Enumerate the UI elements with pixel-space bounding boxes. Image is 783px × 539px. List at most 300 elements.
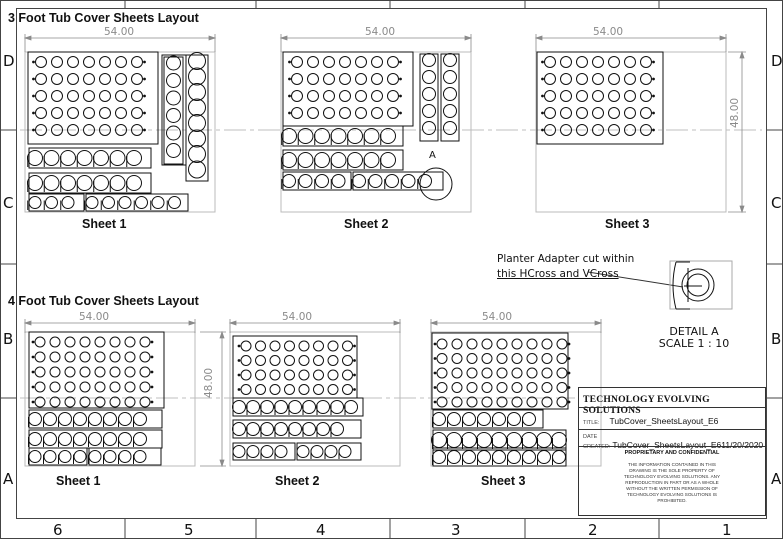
dim-height-4ft-sheet1: 48.00 xyxy=(203,367,215,398)
planter-hole xyxy=(80,397,90,407)
adapter-strip xyxy=(164,56,183,164)
planter-hole xyxy=(467,368,477,378)
title-block-divider xyxy=(579,429,765,430)
adapter-ring xyxy=(448,413,461,426)
adapter-ring xyxy=(119,451,131,463)
planter-hole xyxy=(80,367,90,377)
planter-hole xyxy=(577,57,588,68)
adapter-ring xyxy=(444,71,457,84)
detail-a-callout-letter: A xyxy=(429,150,436,161)
adapter-ring xyxy=(444,54,457,67)
planter-hole xyxy=(356,74,367,85)
index-dot xyxy=(144,95,146,97)
adapter-ring xyxy=(448,451,461,464)
planter-hole xyxy=(256,341,266,351)
planter-hole xyxy=(35,397,45,407)
notice-line: WITHOUT THE WRITTEN PERMISSION OF xyxy=(626,486,718,491)
planter-hole xyxy=(68,108,79,119)
dimension-arrow xyxy=(536,36,542,40)
planter-hole xyxy=(497,397,507,407)
adapter-ring xyxy=(463,413,476,426)
planter-hole xyxy=(527,368,537,378)
sheet-label-4ft-2: Sheet 2 xyxy=(275,474,320,488)
sheet-label-3ft-3: Sheet 3 xyxy=(605,217,650,231)
planter-note-line2: this HCross and VCross xyxy=(497,268,619,280)
sheet-label-4ft-1: Sheet 1 xyxy=(56,474,101,488)
adapter-strip xyxy=(28,173,152,193)
index-dot xyxy=(653,78,655,80)
adapter-ring xyxy=(29,433,42,446)
dim-width-3ft-sheet1: 54.00 xyxy=(104,26,135,38)
adapter-ring xyxy=(247,446,259,458)
planter-hole xyxy=(36,57,47,68)
adapter-ring xyxy=(462,433,477,448)
adapter-ring xyxy=(298,129,313,144)
planter-hole xyxy=(125,397,135,407)
dimension-arrow xyxy=(281,36,287,40)
index-dot xyxy=(568,372,570,374)
index-dot xyxy=(400,95,402,97)
adapter-strip xyxy=(282,172,351,190)
adapter-ring xyxy=(444,105,457,118)
adapter-ring xyxy=(492,433,507,448)
planter-hole xyxy=(372,74,383,85)
planter-hole xyxy=(50,337,60,347)
planter-hole xyxy=(308,108,319,119)
planter-hole xyxy=(467,339,477,349)
planter-hole xyxy=(84,91,95,102)
adapter-ring xyxy=(297,446,309,458)
index-dot xyxy=(400,61,402,63)
planter-hole xyxy=(452,368,462,378)
dim-width-3ft-sheet2: 54.00 xyxy=(365,26,396,38)
adapter-ring xyxy=(61,151,76,166)
adapter-ring xyxy=(275,401,288,414)
adapter-ring xyxy=(62,197,74,209)
adapter-strip xyxy=(29,448,88,465)
dim-width-4ft-sheet2: 54.00 xyxy=(282,311,313,323)
adapter-ring xyxy=(477,433,492,448)
zone-number-1: 1 xyxy=(722,521,732,539)
planter-hole xyxy=(593,91,604,102)
adapter-ring xyxy=(46,197,58,209)
adapter-ring xyxy=(119,433,132,446)
adapter-ring xyxy=(331,423,344,436)
planter-note-line1: Planter Adapter cut within xyxy=(497,253,635,265)
planter-hole xyxy=(340,74,351,85)
adapter-ring xyxy=(444,88,457,101)
index-dot xyxy=(653,95,655,97)
dim-width-4ft-sheet1: 54.00 xyxy=(79,311,110,323)
planter-hole xyxy=(527,397,537,407)
sheet-label-3ft-2: Sheet 2 xyxy=(344,217,389,231)
width-dimension xyxy=(536,34,726,52)
planter-hole xyxy=(542,354,552,364)
index-dot xyxy=(568,387,570,389)
planter-hole xyxy=(110,367,120,377)
planter-hole xyxy=(314,356,324,366)
planter-hole xyxy=(116,57,127,68)
planter-hole xyxy=(285,341,295,351)
adapter-ring xyxy=(423,122,436,135)
index-dot xyxy=(400,78,402,80)
planter-hole xyxy=(557,383,567,393)
planter-hole xyxy=(343,385,353,395)
index-dot xyxy=(151,371,153,373)
adapter-ring xyxy=(432,433,447,448)
planter-hole xyxy=(609,57,620,68)
adapter-ring xyxy=(325,446,337,458)
adapter-ring xyxy=(127,176,142,191)
index-dot xyxy=(144,78,146,80)
adapter-ring xyxy=(94,151,109,166)
adapter-ring xyxy=(523,413,536,426)
index-dot xyxy=(144,61,146,63)
planter-hole xyxy=(512,368,522,378)
adapter-ring xyxy=(348,153,363,168)
planter-hole xyxy=(452,354,462,364)
planter-hole xyxy=(542,339,552,349)
planter-hole xyxy=(100,57,111,68)
dimension-arrow xyxy=(230,321,236,325)
planter-hole xyxy=(641,57,652,68)
index-dot xyxy=(542,112,544,114)
detail-a-circle xyxy=(420,168,452,200)
adapter-ring xyxy=(89,451,101,463)
planter-hole xyxy=(437,383,447,393)
adapter-ring xyxy=(136,197,148,209)
adapter-ring xyxy=(478,451,491,464)
index-dot xyxy=(653,61,655,63)
index-dot xyxy=(33,112,35,114)
zone-letter-a-left: A xyxy=(3,470,14,488)
index-dot xyxy=(542,61,544,63)
planter-hole xyxy=(482,383,492,393)
planter-hole xyxy=(593,74,604,85)
index-dot xyxy=(653,112,655,114)
adapter-ring xyxy=(317,401,330,414)
adapter-ring xyxy=(522,433,537,448)
planter-hole xyxy=(308,91,319,102)
planter-hole xyxy=(292,57,303,68)
planter-hole xyxy=(561,91,572,102)
adapter-ring xyxy=(282,153,297,168)
planter-hole xyxy=(52,91,63,102)
planter-hole xyxy=(256,385,266,395)
adapter-strip xyxy=(186,53,208,182)
adapter-ring xyxy=(423,105,436,118)
zone-number-3: 3 xyxy=(451,521,461,539)
adapter-ring xyxy=(433,451,446,464)
index-dot xyxy=(354,345,356,347)
adapter-ring xyxy=(283,175,296,188)
planter-hole xyxy=(372,91,383,102)
hole-grid xyxy=(33,57,146,136)
planter-hole xyxy=(577,108,588,119)
adapter-ring xyxy=(493,451,506,464)
index-dot xyxy=(32,386,34,388)
planter-hole xyxy=(593,108,604,119)
planter-hole xyxy=(482,368,492,378)
dimension-arrow xyxy=(595,321,601,325)
planter-hole xyxy=(625,74,636,85)
adapter-ring xyxy=(189,68,206,85)
planter-hole xyxy=(50,397,60,407)
zone-letter-b-right: B xyxy=(771,330,782,348)
planter-hole xyxy=(80,352,90,362)
planter-hole xyxy=(482,397,492,407)
index-dot xyxy=(32,341,34,343)
adapter-ring xyxy=(261,401,274,414)
index-dot xyxy=(434,372,436,374)
adapter-ring xyxy=(381,129,396,144)
planter-hole xyxy=(545,108,556,119)
adapter-ring xyxy=(553,451,566,464)
adapter-ring xyxy=(303,401,316,414)
planter-hole xyxy=(65,352,75,362)
adapter-ring xyxy=(353,175,366,188)
planter-hole xyxy=(95,382,105,392)
adapter-ring xyxy=(317,423,330,436)
planter-hole xyxy=(372,57,383,68)
planter-hole xyxy=(132,74,143,85)
zone-letter-c-right: C xyxy=(771,194,782,212)
index-dot xyxy=(434,358,436,360)
hole-grid xyxy=(32,337,153,407)
planter-hole xyxy=(314,370,324,380)
planter-hole xyxy=(437,339,447,349)
adapter-ring xyxy=(74,451,86,463)
planter-hole xyxy=(452,383,462,393)
detail-a-scale: SCALE 1 : 10 xyxy=(658,337,730,350)
planter-hole xyxy=(116,74,127,85)
planter-hole xyxy=(561,57,572,68)
planter-hole xyxy=(292,74,303,85)
adapter-ring xyxy=(28,151,43,166)
planter-hole xyxy=(641,74,652,85)
planter-hole xyxy=(328,385,338,395)
adapter-ring xyxy=(233,401,246,414)
adapter-ring xyxy=(89,433,102,446)
planter-hole xyxy=(36,108,47,119)
detail-a-title xyxy=(654,326,734,350)
planter-hole xyxy=(437,354,447,364)
dimension-arrow xyxy=(220,460,224,466)
planter-hole xyxy=(110,382,120,392)
adapter-ring xyxy=(189,115,206,132)
planter-hole xyxy=(140,337,150,347)
adapter-ring xyxy=(110,176,125,191)
adapter-strip xyxy=(85,194,188,211)
index-dot xyxy=(144,129,146,131)
index-dot xyxy=(542,95,544,97)
adapter-ring xyxy=(275,423,288,436)
four-foot-layout-title: 4 Foot Tub Cover Sheets Layout xyxy=(8,294,199,308)
planter-hole xyxy=(467,383,477,393)
planter-hole xyxy=(388,74,399,85)
index-dot xyxy=(33,61,35,63)
planter-hole xyxy=(52,108,63,119)
adapter-strip xyxy=(282,150,404,170)
adapter-ring xyxy=(311,446,323,458)
planter-hole xyxy=(527,354,537,364)
adapter-ring xyxy=(261,423,274,436)
adapter-strip xyxy=(352,172,443,190)
adapter-strip xyxy=(420,54,438,142)
planter-hole xyxy=(95,352,105,362)
adapter-ring xyxy=(402,175,415,188)
planter-hole xyxy=(52,74,63,85)
planter-hole xyxy=(340,57,351,68)
adapter-strip xyxy=(28,148,152,168)
title-label: TITLE: xyxy=(583,420,600,426)
planter-hole xyxy=(497,339,507,349)
adapter-ring xyxy=(104,433,117,446)
zone-letter-d-right: D xyxy=(771,52,783,70)
adapter-ring xyxy=(331,401,344,414)
dim-width-3ft-sheet3: 54.00 xyxy=(593,26,624,38)
adapter-ring xyxy=(316,175,329,188)
planter-hole xyxy=(356,57,367,68)
hole-grid xyxy=(542,57,655,136)
planter-hole xyxy=(256,356,266,366)
adapter-ring xyxy=(331,153,346,168)
index-dot xyxy=(32,401,34,403)
dimension-arrow xyxy=(720,36,726,40)
zone-number-6: 6 xyxy=(53,521,63,539)
adapter-ring xyxy=(29,451,41,463)
planter-hole xyxy=(324,74,335,85)
index-dot xyxy=(400,112,402,114)
planter-hole xyxy=(256,370,266,380)
adapter-ring xyxy=(386,175,399,188)
adapter-ring xyxy=(29,197,41,209)
planter-hole xyxy=(557,368,567,378)
adapter-ring xyxy=(369,175,382,188)
planter-hole xyxy=(328,370,338,380)
adapter-ring xyxy=(299,175,312,188)
planter-hole xyxy=(65,382,75,392)
planter-hole xyxy=(308,74,319,85)
height-dimension xyxy=(728,52,746,212)
adapter-ring xyxy=(104,413,117,426)
planter-hole xyxy=(84,74,95,85)
planter-hole xyxy=(482,354,492,364)
index-dot xyxy=(32,356,34,358)
planter-hole xyxy=(270,370,280,380)
adapter-ring xyxy=(152,197,164,209)
proprietary-notice xyxy=(593,462,751,504)
index-dot xyxy=(32,371,34,373)
notice-line: TECHNOLOGY EVOLVING SOLUTIONS. ANY xyxy=(623,474,721,479)
adapter-ring xyxy=(478,413,491,426)
adapter-ring xyxy=(423,88,436,101)
planter-hole xyxy=(577,91,588,102)
planter-hole xyxy=(542,368,552,378)
width-dimension xyxy=(230,319,400,333)
adapter-ring xyxy=(289,401,302,414)
index-dot xyxy=(33,78,35,80)
adapter-strip xyxy=(89,448,162,465)
adapter-ring xyxy=(167,126,181,140)
adapter-strip xyxy=(433,410,544,428)
index-dot xyxy=(568,401,570,403)
planter-hole xyxy=(80,337,90,347)
adapter-ring xyxy=(167,109,181,123)
adapter-strip xyxy=(233,443,295,460)
adapter-ring xyxy=(289,423,302,436)
dimension-arrow xyxy=(25,321,31,325)
planter-hole xyxy=(512,397,522,407)
adapter-ring xyxy=(44,451,56,463)
adapter-strip xyxy=(432,430,567,450)
company-name: TECHNOLOGY EVOLVING SOLUTIONS xyxy=(583,394,710,416)
sheet-label-4ft-3: Sheet 3 xyxy=(481,474,526,488)
planter-hole xyxy=(299,341,309,351)
planter-hole xyxy=(35,352,45,362)
planter-hole xyxy=(324,91,335,102)
index-dot xyxy=(354,360,356,362)
index-dot xyxy=(33,95,35,97)
planter-hole xyxy=(512,339,522,349)
adapter-ring xyxy=(282,129,297,144)
notice-line: REPRODUCTION IN PART OR AS A WHOLE xyxy=(625,480,719,485)
strip-outline xyxy=(233,443,295,460)
planter-hole xyxy=(299,370,309,380)
adapter-ring xyxy=(127,151,142,166)
adapter-ring xyxy=(233,446,245,458)
planter-hole xyxy=(340,91,351,102)
dimension-arrow xyxy=(431,321,437,325)
dim-height-3ft-sheet3: 48.00 xyxy=(729,97,741,128)
planter-hole xyxy=(241,356,251,366)
sheet-outline xyxy=(536,52,726,212)
hole-grid xyxy=(434,339,570,407)
adapter-ring xyxy=(331,129,346,144)
planter-hole xyxy=(609,74,620,85)
planter-hole xyxy=(625,57,636,68)
planter-hole xyxy=(125,337,135,347)
index-dot xyxy=(542,129,544,131)
adapter-ring xyxy=(508,413,521,426)
planter-hole xyxy=(285,370,295,380)
planter-hole xyxy=(84,108,95,119)
planter-hole xyxy=(542,383,552,393)
planter-hole xyxy=(68,74,79,85)
planter-hole xyxy=(95,367,105,377)
planter-hole xyxy=(452,339,462,349)
index-dot xyxy=(151,341,153,343)
adapter-ring xyxy=(523,451,536,464)
planter-hole xyxy=(68,91,79,102)
dimension-arrow xyxy=(465,36,471,40)
adapter-ring xyxy=(508,451,521,464)
planter-hole xyxy=(35,337,45,347)
index-dot xyxy=(238,345,240,347)
adapter-strip xyxy=(297,443,361,460)
planter-hole xyxy=(497,354,507,364)
dimension-arrow xyxy=(740,206,744,212)
adapter-ring xyxy=(44,413,57,426)
dim-width-4ft-sheet3: 54.00 xyxy=(482,311,513,323)
planter-hole xyxy=(437,368,447,378)
planter-hole xyxy=(343,370,353,380)
adapter-ring xyxy=(77,176,92,191)
planter-hole xyxy=(116,108,127,119)
planter-hole xyxy=(497,368,507,378)
planter-hole xyxy=(324,108,335,119)
adapter-ring xyxy=(423,54,436,67)
